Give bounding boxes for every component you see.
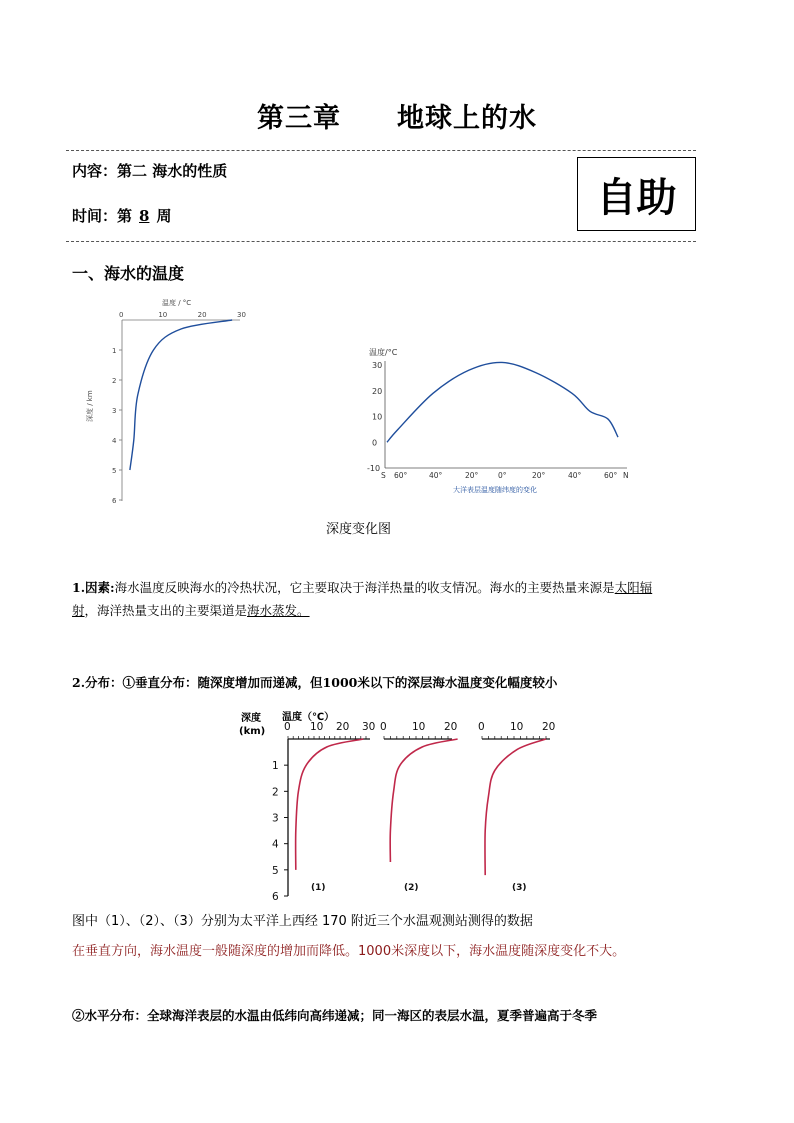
depth-x-tick-label: 20 [197, 311, 207, 319]
profile-tick-label: 30 [362, 721, 376, 733]
depth-y-tick-label: 1 [112, 347, 117, 355]
profile-tick-label: 20 [444, 721, 458, 733]
factors-paragraph [72, 576, 732, 622]
latitude-x-tick-label: 0° [498, 471, 507, 480]
factors-underline-1: 太阳辐 [614, 580, 653, 595]
latitude-y-tick-label: 0 [372, 438, 378, 448]
latitude-figure-y-title: 温度/°C [369, 348, 398, 357]
profile-label: (3) [512, 883, 527, 893]
divider-top [66, 150, 696, 151]
depth-y-tick-label: 2 [112, 377, 117, 385]
latitude-figure-x-ticks [381, 471, 629, 480]
latitude-y-tick-label: 10 [372, 412, 383, 422]
depth-y-tick-label: 5 [112, 467, 117, 475]
profile-tick-label: 0 [284, 721, 291, 733]
profile-tick-label: 0 [478, 721, 485, 733]
latitude-x-tick-label: 20° [532, 471, 546, 480]
profile-depth-label: 3 [272, 812, 279, 825]
profile-tick-label: 10 [310, 721, 324, 733]
latitude-x-tick-label: 20° [465, 471, 479, 480]
profile-curve [390, 739, 457, 862]
profile-tick-label: 10 [510, 721, 524, 733]
latitude-y-tick-label: -10 [367, 464, 381, 473]
distribution-paragraph: 2.分布：①垂直分布：随深度增加而递减，但1000米以下的深层海水温度变化幅度较小 [72, 675, 558, 690]
station-profiles-figure [236, 706, 566, 902]
profiles-depth-ticks [272, 760, 288, 902]
latitude-x-tick-label: N [623, 471, 629, 480]
time-label [72, 205, 171, 226]
profile-tick-label: 10 [412, 721, 426, 733]
profiles-y-title-1: 深度 [241, 713, 261, 724]
profile-tick-label: 20 [542, 721, 556, 733]
profile-tick-label: 20 [336, 721, 350, 733]
latitude-x-tick-label: 60° [604, 471, 618, 480]
depth-temperature-figure [82, 296, 252, 506]
latitude-x-tick-label: 40° [429, 471, 443, 480]
profile-depth-label: 4 [272, 838, 279, 851]
factors-underline-1b: 射 [72, 603, 85, 618]
profile-depth-label: 1 [272, 760, 279, 773]
profile-label: (1) [311, 883, 326, 893]
depth-figure-y-ticks [112, 347, 122, 505]
factors-text-a: 海水温度反映海水的冷热状况，它主要取决于海洋热量的收支情况。海水的主要热量来源是 [114, 580, 615, 595]
depth-figure-axis-title: 温度 / °C [162, 299, 192, 307]
horizontal-distribution: ②水平分布：全球海洋表层的水温由低纬向高纬递减；同一海区的表层水温，夏季普遍高于冬季 [72, 1008, 598, 1023]
figure-caption: 深度变化图 [326, 522, 392, 537]
profile-tick-label: 0 [380, 721, 387, 733]
profile-depth-label: 2 [272, 786, 279, 799]
depth-figure-y-title: 深度 / km [86, 390, 94, 422]
profiles-curves [296, 739, 546, 875]
chapter-number: 第三章 [257, 103, 341, 134]
section-heading: 一、海水的温度 [72, 264, 185, 283]
depth-y-tick-label: 3 [112, 407, 117, 415]
factors-lead: 1.因素: [72, 580, 115, 595]
latitude-y-tick-label: 30 [372, 361, 383, 370]
divider-bottom [66, 241, 696, 242]
profiles-labels [311, 883, 527, 893]
profile-depth-label: 6 [272, 891, 279, 902]
factors-underline-2: 海水蒸发。 [247, 603, 310, 618]
latitude-x-tick-label: S [381, 471, 386, 480]
profiles-y-title-2: (km) [239, 726, 266, 737]
latitude-x-tick-label: 60° [394, 471, 408, 480]
profile-curve [485, 739, 546, 875]
latitude-x-tick-label: 40° [568, 471, 582, 480]
vertical-summary: 在垂直方向，海水温度一般随深度的增加而降低。1000米深度以下，海水温度随深度变化不大。 [72, 944, 626, 959]
stations-note: 图中（1）、（2）、（3）分别为太平洋上西经 170 附近三个水温观测站测得的数据 [72, 914, 533, 929]
profile-curve [296, 739, 364, 870]
depth-y-tick-label: 6 [112, 497, 117, 505]
profile-depth-label: 5 [272, 864, 279, 877]
depth-temperature-curve [130, 320, 232, 470]
latitude-figure-caption: 大洋表层温度随纬度的变化 [453, 486, 537, 494]
depth-y-tick-label: 4 [112, 437, 117, 445]
self-study-badge: 自助 [577, 157, 696, 231]
time-suffix: 周 [156, 207, 172, 225]
depth-figure-x-ticks [119, 311, 246, 319]
chapter-title [0, 96, 794, 135]
depth-x-tick-label: 0 [119, 311, 124, 319]
profiles-x-title: 温度（℃） [282, 712, 335, 723]
depth-x-tick-label: 10 [158, 311, 168, 319]
depth-x-tick-label: 30 [237, 311, 246, 319]
profile-label: (2) [404, 883, 419, 893]
content-label: 内容：第二 海水的性质 [72, 162, 228, 180]
time-prefix: 时间：第 [72, 207, 133, 225]
week-number: 8 [139, 207, 150, 225]
factors-text-b: ，海洋热量支出的主要渠道是 [84, 603, 248, 618]
chapter-name: 地球上的水 [397, 103, 537, 134]
latitude-y-tick-label: 20 [372, 386, 383, 396]
latitude-temperature-curve [387, 362, 618, 442]
latitude-figure-y-ticks [367, 361, 382, 473]
latitude-temperature-figure [365, 343, 635, 498]
